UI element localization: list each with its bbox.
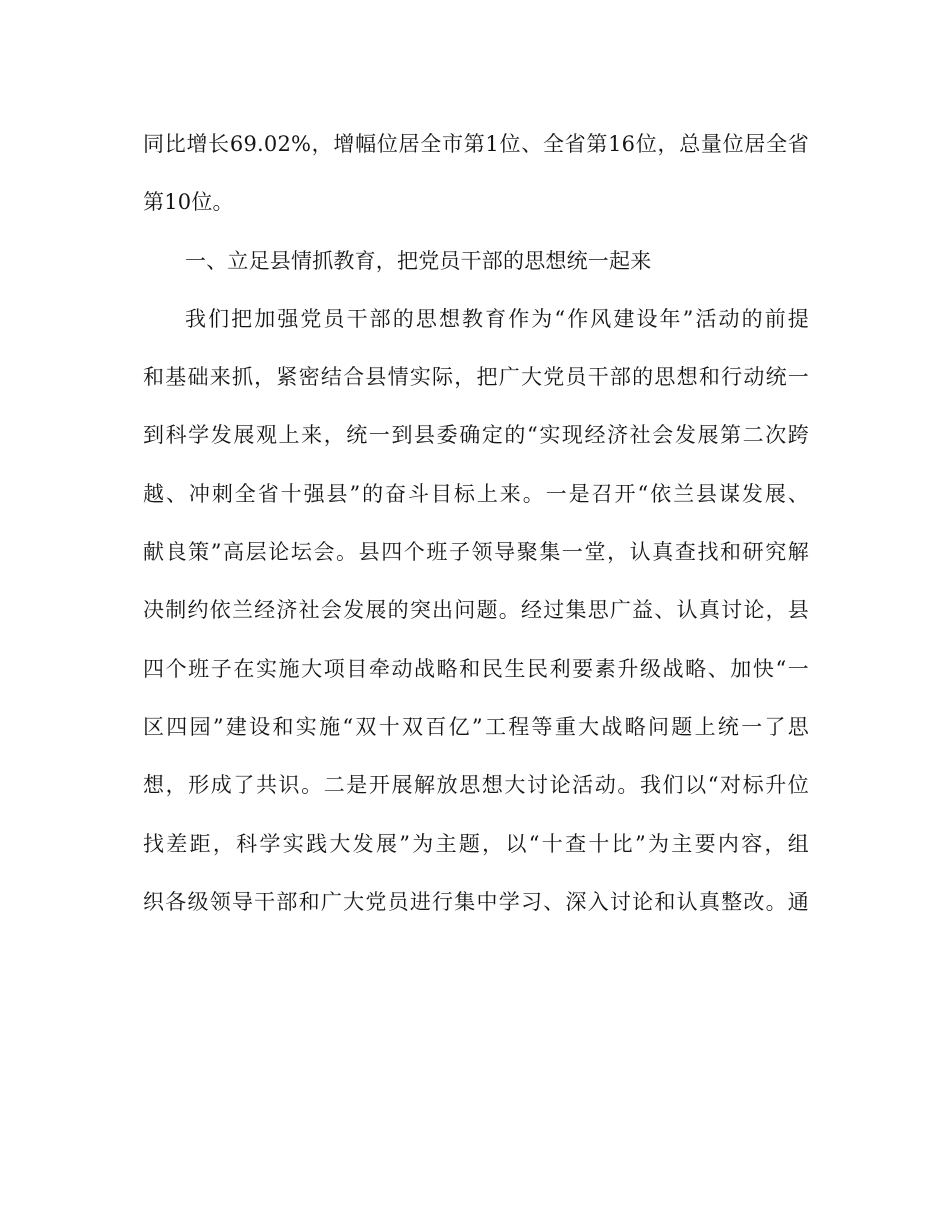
text-line: 到科学发展观上来，统一到县委确定的“实现经济社会发展第二次跨 (143, 423, 809, 448)
text-line: 第10位。 (143, 190, 234, 215)
text-line: 同比增长69.02%，增幅位居全市第1位、全省第16位，总量位居全省 (143, 132, 809, 156)
text-line: 找差距，科学实践大发展”为主题，以“十查十比”为主要内容，组 (143, 831, 809, 856)
text-line: 区四园”建设和实施“双十双百亿”工程等重大战略问题上统一了思 (143, 714, 809, 739)
text-line: 和基础来抓，紧密结合县情实际，把广大党员干部的思想和行动统一 (143, 365, 809, 390)
text-line: 想，形成了共识。二是开展解放思想大讨论活动。我们以“对标升位 (143, 773, 809, 798)
text-line: 献良策”高层论坛会。县四个班子领导聚集一堂，认真查找和研究解 (143, 540, 809, 565)
text-line: 四个班子在实施大项目牵动战略和民生民利要素升级战略、加快“一 (143, 656, 809, 681)
text-line: 决制约依兰经济社会发展的突出问题。经过集思广益、认真讨论，县 (143, 598, 809, 623)
text-line: 我们把加强党员干部的思想教育作为“作风建设年”活动的前提 (185, 306, 809, 331)
text-line: 越、冲刺全省十强县”的奋斗目标上来。一是召开“依兰县谋发展、 (143, 481, 809, 506)
document-body (143, 123, 809, 939)
text-line: 织各级领导干部和广大党员进行集中学习、深入讨论和认真整改。通 (143, 889, 809, 914)
section-heading: 一、立足县情抓教育，把党员干部的思想统一起来 (185, 248, 652, 273)
